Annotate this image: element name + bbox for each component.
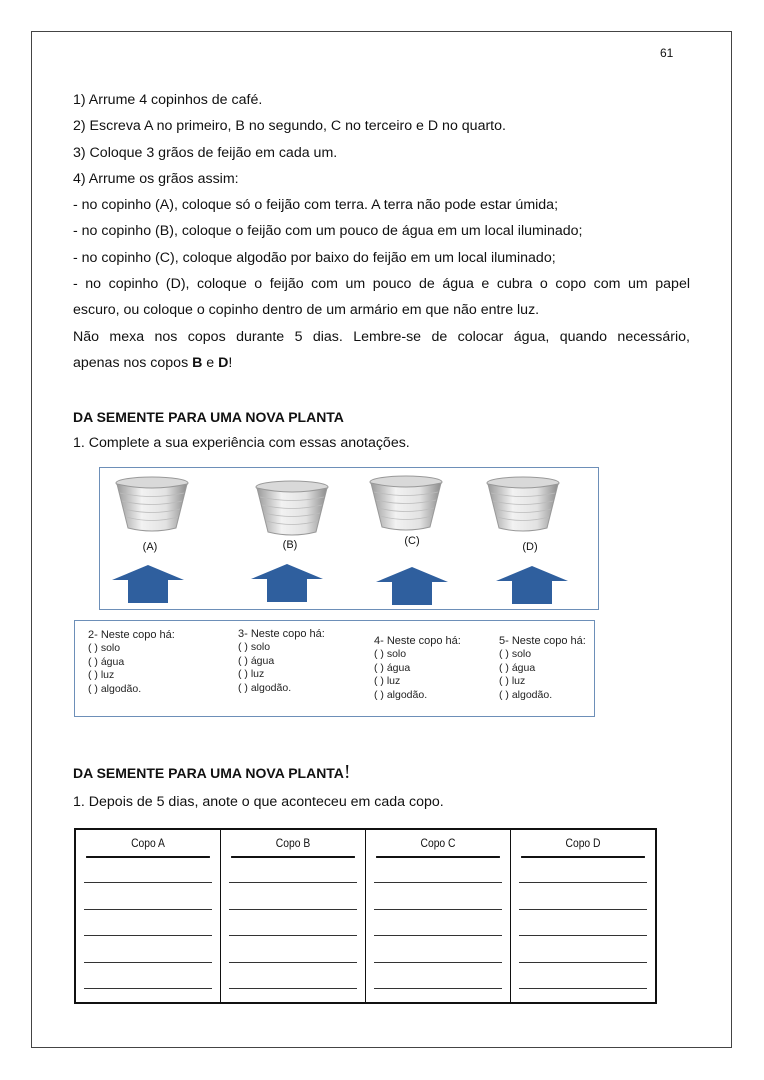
answer-line[interactable] <box>229 934 357 936</box>
cup-c-image <box>368 475 444 531</box>
instruction-line-4: 4) Arrume os grãos assim: <box>73 170 239 187</box>
instruction-line-2: 2) Escreva A no primeiro, B no segundo, C no terceiro e D no quarto. <box>73 118 506 135</box>
answer-line[interactable] <box>519 908 647 910</box>
section1-task: 1. Complete a sua experiência com essas anotações. <box>73 435 410 452</box>
column-header-d: Copo D <box>521 830 645 858</box>
cup-d-image <box>485 476 561 532</box>
results-table <box>74 828 657 1004</box>
warning-b: B <box>192 354 203 371</box>
instruction-cup-d-line1: - no copinho (D), coloque o feijão com um pouco de água e cubra o copo com um papel <box>73 276 690 293</box>
answer-line[interactable] <box>519 987 647 989</box>
table-column-d <box>511 830 655 1002</box>
answer-line[interactable] <box>374 961 502 963</box>
warning-and: e <box>202 354 219 371</box>
table-column-b <box>221 830 366 1002</box>
instructions <box>73 87 690 376</box>
section1 <box>73 404 690 457</box>
option-luz[interactable]: ( ) luz <box>374 675 401 688</box>
answer-line[interactable] <box>229 908 357 910</box>
option-algodao[interactable]: ( ) algodão. <box>499 688 553 701</box>
answer-line[interactable] <box>229 987 357 989</box>
option-agua[interactable]: ( ) água <box>238 654 275 667</box>
table-column-a <box>76 830 221 1002</box>
question-3 <box>238 628 325 695</box>
instruction-line-1: 1) Arrume 4 copinhos de café. <box>73 92 263 108</box>
question-title: 4- Neste copo há: <box>374 635 461 647</box>
question-5 <box>499 635 586 702</box>
arrow-up-icon <box>496 566 568 604</box>
answer-line[interactable] <box>229 961 357 963</box>
warning-line1: Não mexa nos copos durante 5 dias. Lembre-se de colocar água, quando necessário, <box>73 328 690 345</box>
option-luz[interactable]: ( ) luz <box>499 675 526 688</box>
instruction-cup-b: - no copinho (B), coloque o feijão com um pouco de água em um local iluminado; <box>73 223 583 240</box>
option-agua[interactable]: ( ) água <box>374 661 411 674</box>
section2-task: 1. Depois de 5 dias, anote o que aconteceu em cada copo. <box>73 794 444 810</box>
answer-line[interactable] <box>229 881 357 883</box>
option-solo[interactable]: ( ) solo <box>238 641 271 654</box>
warning-prefix: apenas nos copos <box>73 354 193 371</box>
answer-line[interactable] <box>84 961 212 963</box>
answer-line[interactable] <box>374 908 502 910</box>
answer-line[interactable] <box>374 934 502 936</box>
arrow-up-icon <box>251 564 323 602</box>
arrow-up-icon <box>376 567 448 605</box>
cup-c-label: (C) <box>404 535 420 547</box>
question-2 <box>88 629 175 696</box>
instruction-line-3: 3) Coloque 3 grãos de feijão em cada um. <box>73 144 338 161</box>
instruction-cup-c: - no copinho (C), coloque algodão por baixo do feijão em um local iluminado; <box>73 249 556 266</box>
question-4 <box>374 635 461 702</box>
section1-heading: DA SEMENTE PARA UMA NOVA PLANTA <box>73 409 344 425</box>
section2 <box>73 757 690 787</box>
option-solo[interactable]: ( ) solo <box>88 642 121 655</box>
column-header-a: Copo A <box>86 830 210 858</box>
question-title: 2- Neste copo há: <box>88 629 175 641</box>
option-agua[interactable]: ( ) água <box>88 655 125 668</box>
warning-end: ! <box>228 354 233 371</box>
page-number: 61 <box>660 46 674 60</box>
option-algodao[interactable]: ( ) algodão. <box>88 682 142 695</box>
warning-d: D <box>218 354 229 371</box>
cup-b-label: (B) <box>282 539 298 551</box>
question-title: 3- Neste copo há: <box>238 628 325 640</box>
warning-line2 <box>73 350 690 376</box>
cup-a-image <box>114 476 190 532</box>
question-title: 5- Neste copo há: <box>499 635 586 647</box>
table-column-c <box>366 830 511 1002</box>
section2-heading-text: DA SEMENTE PARA UMA NOVA PLANTA <box>73 765 344 781</box>
answer-line[interactable] <box>519 934 647 936</box>
cup-a-label: (A) <box>142 541 158 553</box>
answer-line[interactable] <box>374 987 502 989</box>
answer-line[interactable] <box>84 934 212 936</box>
option-agua[interactable]: ( ) água <box>499 661 536 674</box>
column-header-b: Copo B <box>231 830 355 858</box>
section2-task-block <box>73 789 690 815</box>
column-header-c: Copo C <box>376 830 500 858</box>
option-luz[interactable]: ( ) luz <box>238 668 265 681</box>
answer-line[interactable] <box>519 961 647 963</box>
option-luz[interactable]: ( ) luz <box>88 669 115 682</box>
arrow-up-icon <box>112 565 184 603</box>
section2-heading-mark: ! <box>343 761 351 783</box>
answer-line[interactable] <box>519 881 647 883</box>
cup-d-label: (D) <box>522 541 538 553</box>
cups-figure <box>99 467 599 610</box>
section2-heading <box>73 757 690 787</box>
option-algodao[interactable]: ( ) algodão. <box>374 688 428 701</box>
instruction-cup-a: - no copinho (A), coloque só o feijão com terra. A terra não pode estar úmida; <box>73 197 559 214</box>
option-solo[interactable]: ( ) solo <box>374 648 407 661</box>
answer-line[interactable] <box>84 908 212 910</box>
questions-box <box>74 620 595 717</box>
instruction-cup-d-line2: escuro, ou coloque o copinho dentro de um armário em que não entre luz. <box>73 302 540 319</box>
answer-line[interactable] <box>374 881 502 883</box>
answer-line[interactable] <box>84 987 212 989</box>
cup-b-image <box>254 480 330 536</box>
option-algodao[interactable]: ( ) algodão. <box>238 681 292 694</box>
option-solo[interactable]: ( ) solo <box>499 648 532 661</box>
answer-line[interactable] <box>84 881 212 883</box>
